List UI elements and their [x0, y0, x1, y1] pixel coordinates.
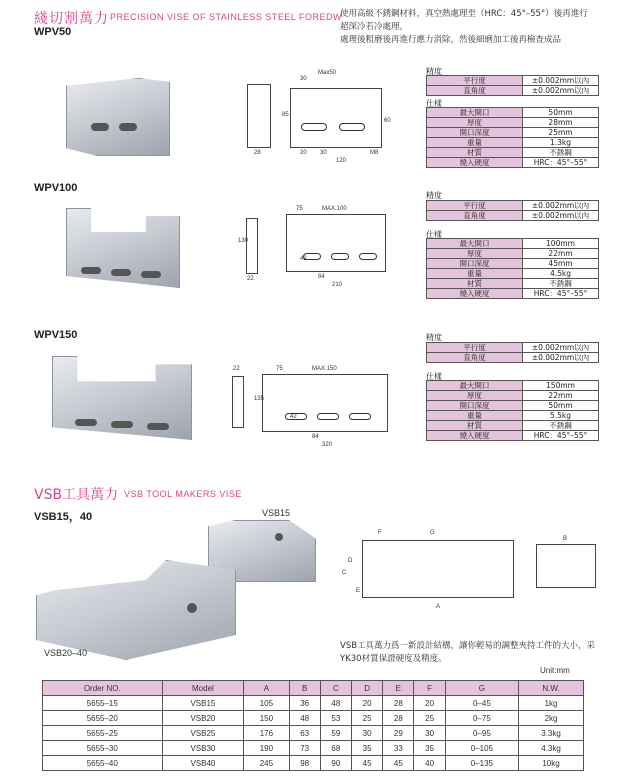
col-header: Order NO.	[43, 681, 163, 696]
table-row: 開口深度 45mm	[427, 259, 599, 269]
spec-table-wpv100	[426, 238, 599, 299]
table-row: 平行度 ±0.002mm以內	[427, 343, 599, 353]
slot-icon	[141, 271, 161, 278]
slot-icon	[91, 123, 109, 131]
table-cell: 29	[383, 726, 414, 741]
table-cell: 28	[383, 696, 414, 711]
dim-label: 75	[296, 206, 303, 212]
table-cell: 105	[244, 696, 289, 711]
col-header: G	[445, 681, 518, 696]
col-header: E	[383, 681, 414, 696]
table-row: 最大開口 150mm	[427, 381, 599, 391]
section-title-en: PRECISION VISE OF STAINLESS STEEL FOREDW	[110, 12, 343, 22]
table-cell: 5655–25	[43, 726, 163, 741]
table-cell: 0–105	[445, 741, 518, 756]
dim-label: 84	[318, 274, 325, 280]
table-row	[43, 696, 584, 711]
spec-heading: 仕樣	[426, 99, 442, 108]
dim-label: 60	[384, 118, 391, 124]
dim-label: 135	[254, 396, 265, 402]
dim-label-e: E	[356, 588, 361, 594]
table-header-row	[43, 681, 584, 696]
product-photo-vsb20-40	[36, 560, 236, 660]
table-cell: 176	[244, 726, 289, 741]
table-cell: 35	[352, 741, 383, 756]
col-header: C	[320, 681, 351, 696]
table-cell: 45	[383, 756, 414, 771]
table-cell: 30	[352, 726, 383, 741]
model-label-wpv150: WPV150	[34, 329, 78, 341]
table-row: 厚度 28mm	[427, 118, 599, 128]
side-drawing-wpv50	[247, 84, 271, 148]
vsb15-label: VSB15	[262, 508, 291, 518]
precision-heading: 精度	[426, 191, 442, 200]
table-cell: 4.3kg	[519, 741, 584, 756]
table-cell: VSB40	[162, 756, 244, 771]
table-cell: 245	[244, 756, 289, 771]
unit-label: Unit:mm	[540, 666, 570, 675]
table-row	[43, 711, 584, 726]
table-cell: 59	[320, 726, 351, 741]
table-cell: 5655–30	[43, 741, 163, 756]
table-cell: 5655–20	[43, 711, 163, 726]
dim-label: MAX.150	[312, 366, 337, 372]
vsb-model-label: VSB15，40	[34, 511, 93, 523]
spec-table-wpv50	[426, 107, 599, 168]
dim-label: MAX.100	[322, 206, 347, 212]
vsb-desc-line-1: VSB工具萬力爲一新設計結構，讓你輕易的調整夾持工件的大小，采	[340, 641, 596, 651]
table-row: 材質 不銹鋼	[427, 148, 599, 158]
slot-icon	[75, 419, 97, 426]
table-row: 重量 5.5kg	[427, 411, 599, 421]
dim-label-g: G	[430, 530, 435, 536]
desc-line-2: 超深冷若冷處理。	[340, 22, 409, 32]
table-cell: 0–45	[445, 696, 518, 711]
table-cell: VSB25	[162, 726, 244, 741]
table-cell: 63	[289, 726, 320, 741]
dim-label: 42	[290, 414, 297, 420]
table-cell: 48	[289, 711, 320, 726]
table-row: 直角度 ±0.002mm以內	[427, 86, 599, 96]
table-row	[43, 726, 584, 741]
slot-icon	[359, 253, 377, 260]
col-header: Model	[162, 681, 244, 696]
section-title-cn: 綫切割萬力	[34, 11, 109, 27]
dim-label-b: B	[563, 536, 568, 542]
slot-icon	[147, 423, 169, 430]
table-cell: 20	[352, 696, 383, 711]
front-drawing-wpv150	[262, 374, 388, 432]
table-cell: 3.3kg	[519, 726, 584, 741]
vsb-desc-line-2: YK30材質保證硬度及精度。	[340, 654, 447, 664]
dim-label-c: C	[342, 570, 347, 576]
table-row	[43, 741, 584, 756]
table-cell: 0–75	[445, 711, 518, 726]
table-cell: 68	[320, 741, 351, 756]
table-row: 重量 4.5kg	[427, 269, 599, 279]
dim-label: Max50	[318, 70, 337, 76]
dim-label-d: D	[348, 558, 353, 564]
spec-table-wpv150	[426, 380, 599, 441]
desc-line-3: 處理後粗磨後再進行應力消除，然後細磨加工後再檢查成品	[340, 35, 562, 45]
vsb-front-drawing	[536, 544, 596, 588]
dim-label: 28	[254, 150, 261, 156]
col-header: B	[289, 681, 320, 696]
dim-label: 120	[336, 158, 347, 164]
table-cell: 35	[414, 741, 445, 756]
precision-heading: 精度	[426, 333, 442, 342]
col-header: D	[352, 681, 383, 696]
dim-label: 20	[300, 150, 307, 156]
slot-icon	[349, 413, 371, 420]
table-cell: 28	[383, 711, 414, 726]
header-description	[340, 8, 620, 47]
table-row	[43, 756, 584, 771]
table-cell: 90	[320, 756, 351, 771]
table-cell: 5655–40	[43, 756, 163, 771]
precision-table-wpv50	[426, 75, 599, 96]
table-row: 最大開口 100mm	[427, 239, 599, 249]
table-row: 燒入硬度 HRC：45°–55°	[427, 289, 599, 299]
table-cell: 0–135	[445, 756, 518, 771]
col-header: N.W.	[519, 681, 584, 696]
table-row: 直角度 ±0.002mm以內	[427, 211, 599, 221]
dim-label: 210	[332, 282, 343, 288]
table-row: 燒入硬度 HRC：45°–55°	[427, 158, 599, 168]
front-drawing-wpv50	[290, 88, 382, 148]
table-row: 開口深度 25mm	[427, 128, 599, 138]
table-cell: 98	[289, 756, 320, 771]
table-row: 直角度 ±0.002mm以內	[427, 353, 599, 363]
table-cell: 190	[244, 741, 289, 756]
vsb-title-cn: VSB工具萬力	[34, 487, 119, 503]
table-row: 重量 1.3kg	[427, 138, 599, 148]
dim-label: 85	[282, 112, 289, 118]
front-drawing-wpv100	[286, 214, 386, 272]
table-cell: 25	[352, 711, 383, 726]
vsb-title-en: VSB TOOL MAKERS VISE	[124, 489, 242, 499]
table-row: 最大開口 50mm	[427, 108, 599, 118]
dim-label: M8	[370, 150, 379, 156]
dim-label: 75	[276, 366, 283, 372]
table-cell: 25	[414, 711, 445, 726]
product-photo-wpv100	[66, 208, 180, 288]
order-table-body	[43, 696, 584, 771]
slot-icon	[111, 421, 133, 428]
col-header: F	[414, 681, 445, 696]
table-cell: 36	[289, 696, 320, 711]
table-cell: VSB20	[162, 711, 244, 726]
dim-label: 22	[247, 276, 254, 282]
slot-icon	[111, 269, 131, 276]
table-cell: 1kg	[519, 696, 584, 711]
dim-label-f: F	[378, 530, 382, 536]
precision-heading: 精度	[426, 67, 442, 76]
table-cell: 73	[289, 741, 320, 756]
table-row: 材質 不銹鋼	[427, 279, 599, 289]
dim-label: 84	[312, 434, 319, 440]
model-label-wpv100: WPV100	[34, 182, 78, 194]
table-cell: 33	[383, 741, 414, 756]
precision-table-wpv100	[426, 200, 599, 221]
table-cell: 45	[352, 756, 383, 771]
side-drawing-wpv150	[232, 376, 244, 428]
table-cell: VSB30	[162, 741, 244, 756]
dim-label: 30	[300, 76, 307, 82]
table-cell: VSB15	[162, 696, 244, 711]
table-cell: 5655–15	[43, 696, 163, 711]
table-row: 平行度 ±0.002mm以內	[427, 76, 599, 86]
col-header: A	[244, 681, 289, 696]
slot-icon	[81, 267, 101, 274]
side-drawing-wpv100	[246, 218, 258, 274]
dim-label: 42	[300, 256, 307, 262]
vsb-order-table	[42, 680, 584, 771]
table-cell: 53	[320, 711, 351, 726]
table-cell: 2kg	[519, 711, 584, 726]
vsb-side-drawing	[362, 540, 514, 598]
slot-icon	[339, 123, 365, 131]
spec-heading: 仕樣	[426, 372, 442, 381]
desc-line-1: 使用高級不銹鋼材料，真空熱處理至（HRC：45°–55°）後再進行	[340, 9, 588, 19]
dim-label: 320	[322, 442, 333, 448]
table-row: 燒入硬度 HRC：45°–55°	[427, 431, 599, 441]
precision-table-wpv150	[426, 342, 599, 363]
table-row: 平行度 ±0.002mm以內	[427, 201, 599, 211]
vsb20-40-label: VSB20–40	[44, 648, 88, 658]
table-row: 厚度 22mm	[427, 391, 599, 401]
model-label-wpv50: WPV50	[34, 26, 72, 38]
table-cell: 10kg	[519, 756, 584, 771]
dim-label-a: A	[436, 604, 441, 610]
vsb-description	[340, 640, 620, 666]
dim-label: 130	[238, 238, 249, 244]
spec-heading: 仕樣	[426, 230, 442, 239]
hole-icon	[187, 603, 197, 613]
slot-icon	[331, 253, 349, 260]
product-photo-wpv150	[52, 356, 192, 440]
table-cell: 20	[414, 696, 445, 711]
slot-icon	[317, 413, 339, 420]
table-row: 厚度 22mm	[427, 249, 599, 259]
table-row: 開口深度 50mm	[427, 401, 599, 411]
dim-label: 22	[233, 366, 240, 372]
product-photo-wpv50	[66, 78, 170, 156]
table-row: 材質 不銹鋼	[427, 421, 599, 431]
hole-icon	[275, 533, 283, 541]
dim-label: 30	[320, 150, 327, 156]
table-cell: 150	[244, 711, 289, 726]
slot-icon	[119, 123, 137, 131]
table-cell: 48	[320, 696, 351, 711]
slot-icon	[301, 123, 327, 131]
table-cell: 0–95	[445, 726, 518, 741]
table-cell: 40	[414, 756, 445, 771]
table-cell: 30	[414, 726, 445, 741]
